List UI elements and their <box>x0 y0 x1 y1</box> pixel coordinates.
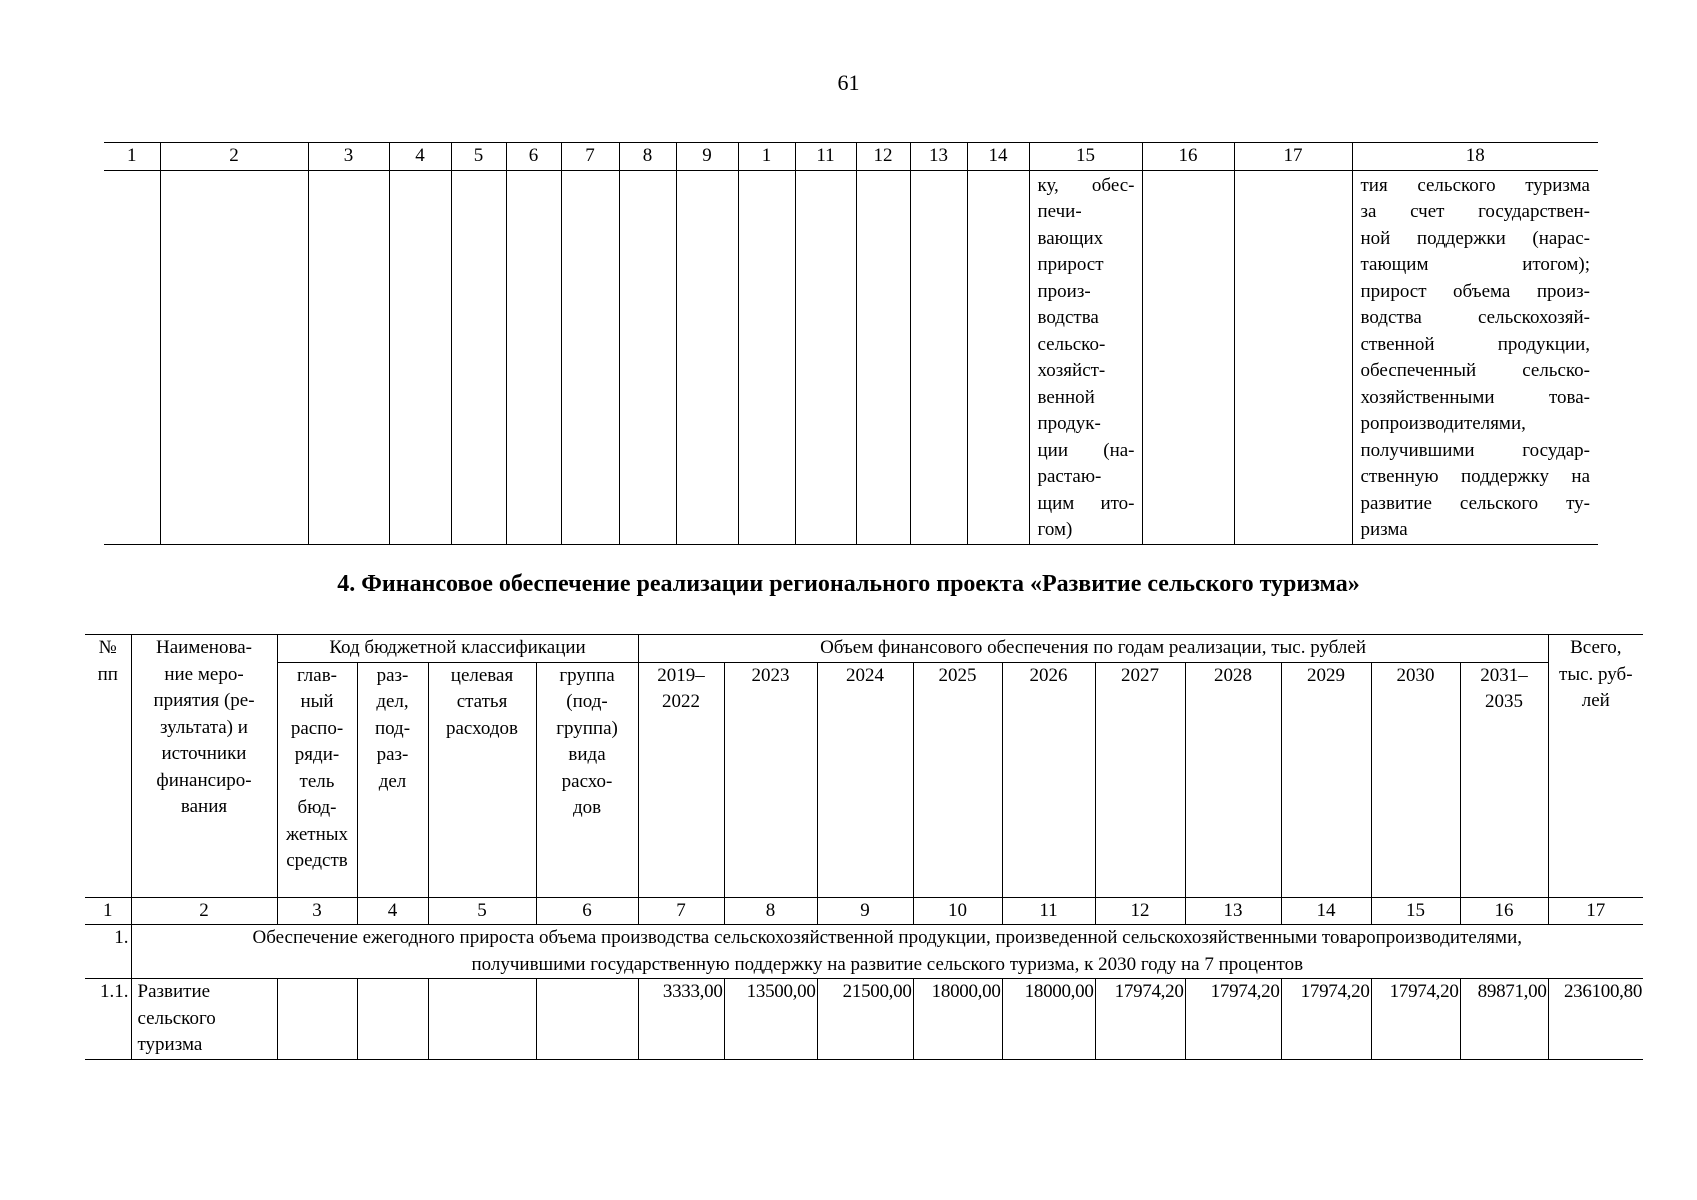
column-number: 12 <box>856 143 910 171</box>
col15-cell <box>1029 170 1142 544</box>
text-line: группа) <box>556 717 618 739</box>
text-line: вида <box>568 744 606 765</box>
column-number: 8 <box>724 897 817 925</box>
text-line: статья <box>456 691 508 712</box>
text-line: группа <box>559 664 615 686</box>
table-row <box>85 925 1643 979</box>
text-line: произ- <box>1037 280 1091 302</box>
text-line: пп <box>97 663 118 685</box>
text-line: прирост <box>1037 254 1104 275</box>
header-row <box>85 635 1643 663</box>
column-number: 11 <box>795 143 856 171</box>
page-number: 61 <box>837 70 860 95</box>
header-no <box>85 635 131 898</box>
empty-cell <box>536 979 638 1060</box>
text-line: Всего, <box>1570 637 1622 658</box>
text-line: 2027 <box>1121 664 1160 686</box>
text-line: вания <box>180 796 228 817</box>
text-line: источники <box>161 743 247 764</box>
row-number: 1.1. <box>85 979 131 1060</box>
column-number: 1 <box>85 897 131 925</box>
text-line: венной <box>1037 386 1095 408</box>
text-line: № <box>98 637 117 658</box>
text-line: ние меро- <box>164 663 244 685</box>
column-number: 4 <box>389 143 451 171</box>
text-line: продук- <box>1037 413 1101 434</box>
text-line: 2024 <box>846 664 885 686</box>
column-number: 17 <box>1234 143 1352 171</box>
row-number: 1. <box>85 925 131 979</box>
text-line: дел <box>378 770 407 792</box>
year-value: 18000,00 <box>913 979 1002 1060</box>
text-line: сельского <box>137 1007 216 1029</box>
measure-name <box>131 979 277 1060</box>
text-line: водства сельскохозяй- <box>1360 307 1590 328</box>
text-line: раз- <box>376 664 409 686</box>
text-line: прирост объема произ- <box>1360 280 1590 302</box>
column-number: 13 <box>1185 897 1281 925</box>
column-number: 10 <box>913 897 1002 925</box>
text-line: приятия (ре- <box>153 690 255 711</box>
text-line: 2028 <box>1214 664 1253 686</box>
column-number: 3 <box>308 143 389 171</box>
section-heading: 4. Финансовое обеспечение реализации регионального проекта «Развитие сельского туризма» <box>337 571 1360 597</box>
text-line: дов <box>572 797 602 818</box>
text-line: глав- <box>296 664 338 686</box>
continuation-table <box>104 142 1598 545</box>
year-value: 21500,00 <box>817 979 913 1060</box>
text-line: 2031– <box>1480 664 1528 686</box>
text-line: ной поддержки (нарас- <box>1360 227 1590 249</box>
header-year <box>913 662 1002 897</box>
text-line: развитие сельского ту- <box>1360 492 1590 514</box>
header-total <box>1548 635 1643 898</box>
empty-cell <box>428 979 536 1060</box>
year-value: 17974,20 <box>1371 979 1460 1060</box>
text-line: ный <box>300 691 334 712</box>
text-line: 2022 <box>662 691 701 712</box>
column-number: 17 <box>1548 897 1643 925</box>
year-value: 13500,00 <box>724 979 817 1060</box>
text-line: ризма <box>1360 519 1408 540</box>
text-line: 2025 <box>938 664 977 686</box>
text-line: жетных <box>285 823 349 845</box>
text-line: 2026 <box>1029 664 1068 686</box>
text-line: раз- <box>376 744 409 765</box>
text-line: водства <box>1037 307 1099 328</box>
column-number: 8 <box>619 143 676 171</box>
column-number: 6 <box>506 143 561 171</box>
text-line: распо- <box>290 717 344 739</box>
text-line: средств <box>286 850 348 871</box>
total-value: 236100,80 <box>1548 979 1643 1060</box>
header-year <box>1371 662 1460 897</box>
column-number: 3 <box>277 897 357 925</box>
column-number: 1 <box>738 143 795 171</box>
header-year <box>1281 662 1371 897</box>
header-year <box>817 662 913 897</box>
column-number: 6 <box>536 897 638 925</box>
header-year <box>1460 662 1548 897</box>
column-number: 7 <box>638 897 724 925</box>
column-number: 9 <box>817 897 913 925</box>
column-number: 15 <box>1029 143 1142 171</box>
header-year <box>1185 662 1281 897</box>
text-line: зультата) и <box>160 716 248 738</box>
text-line: гом) <box>1037 519 1073 540</box>
column-number: 5 <box>451 143 506 171</box>
text-line: (под- <box>566 691 608 712</box>
text-line: тыс. руб- <box>1559 663 1633 685</box>
text-line: получившими государ- <box>1360 439 1590 461</box>
column-number: 2 <box>131 897 277 925</box>
text-line: лей <box>1581 690 1610 711</box>
table-row <box>85 979 1643 1060</box>
table-row <box>104 170 1598 544</box>
column-number: 16 <box>1142 143 1234 171</box>
empty-cell <box>277 979 357 1060</box>
header-kbk-sub <box>357 662 428 897</box>
header-kbk-sub <box>277 662 357 897</box>
text-line: туризма <box>137 1034 203 1055</box>
text-line: хозяйст- <box>1037 360 1106 381</box>
text-line: вающих <box>1037 227 1104 249</box>
text-line: обеспеченный сельско- <box>1360 360 1590 381</box>
text-line: 2035 <box>1485 691 1524 712</box>
header-year <box>1095 662 1185 897</box>
column-number: 11 <box>1002 897 1095 925</box>
year-value: 17974,20 <box>1185 979 1281 1060</box>
text-line: сельско- <box>1037 333 1106 355</box>
column-number: 14 <box>1281 897 1371 925</box>
text-line: 2019– <box>657 664 705 686</box>
year-value: 18000,00 <box>1002 979 1095 1060</box>
text-line: ку, обес- <box>1037 174 1135 196</box>
text-line: за счет государствен- <box>1360 201 1590 222</box>
text-line: 2023 <box>751 664 790 686</box>
header-year <box>1002 662 1095 897</box>
year-value: 17974,20 <box>1281 979 1371 1060</box>
text-line: тия сельского туризма <box>1360 174 1590 196</box>
text-line: бюд- <box>297 797 337 818</box>
text-line: расходов <box>446 717 518 739</box>
text-line: ропроизводителями, <box>1360 413 1526 434</box>
year-value: 3333,00 <box>638 979 724 1060</box>
header-kbk-sub <box>536 662 638 897</box>
column-number-row <box>85 897 1643 925</box>
finance-table <box>85 634 1643 1060</box>
text-line: печи- <box>1037 201 1082 222</box>
column-number: 15 <box>1371 897 1460 925</box>
column-number: 14 <box>967 143 1029 171</box>
text-line: растаю- <box>1037 466 1102 487</box>
year-value: 17974,20 <box>1095 979 1185 1060</box>
text-line: Развитие <box>137 981 211 1002</box>
column-number: 18 <box>1352 143 1598 171</box>
text-line: ственной продукции, <box>1360 333 1590 355</box>
text-line: ции (на- <box>1037 439 1135 461</box>
column-number: 4 <box>357 897 428 925</box>
text-line: целевая <box>450 664 514 686</box>
empty-cell <box>357 979 428 1060</box>
text-line: финансиро- <box>156 769 252 791</box>
text-line: 2029 <box>1307 664 1346 686</box>
column-number: 16 <box>1460 897 1548 925</box>
year-value: 89871,00 <box>1460 979 1548 1060</box>
task-description <box>131 925 1643 979</box>
text-line: тающим итогом); <box>1360 254 1590 275</box>
column-number: 7 <box>561 143 619 171</box>
header-year <box>638 662 724 897</box>
text-line: под- <box>374 717 411 739</box>
column-number: 13 <box>910 143 967 171</box>
text-line: дел, <box>376 691 409 712</box>
header-name <box>131 635 277 898</box>
text-line: 2030 <box>1396 664 1435 686</box>
col18-cell <box>1352 170 1598 544</box>
column-number: 5 <box>428 897 536 925</box>
text-line: тель <box>299 770 335 792</box>
header-kbk: Код бюджетной классификации <box>277 635 638 663</box>
header-year <box>724 662 817 897</box>
text-line: Обеспечение ежегодного прироста объема производства сельскохозяйственной продукции, произведенной сельскохозяйственными товаропроизводителями, <box>252 927 1522 948</box>
column-number-row <box>104 143 1598 171</box>
column-number: 9 <box>676 143 738 171</box>
header-volume: Объем финансового обеспечения по годам реализации, тыс. рублей <box>638 635 1548 663</box>
header-kbk-sub <box>428 662 536 897</box>
column-number: 2 <box>160 143 308 171</box>
text-line: щим ито- <box>1037 492 1135 514</box>
text-line: расхо- <box>561 770 613 792</box>
text-line: получившими государственную поддержку на развитие сельского туризма, к 2030 году на 7 процентов <box>471 953 1304 975</box>
column-number: 12 <box>1095 897 1185 925</box>
text-line: ряди- <box>294 744 340 765</box>
column-number: 1 <box>104 143 160 171</box>
text-line: ственную поддержку на <box>1360 466 1590 487</box>
text-line: хозяйственными това- <box>1360 386 1590 408</box>
text-line: Наименова- <box>156 637 252 658</box>
